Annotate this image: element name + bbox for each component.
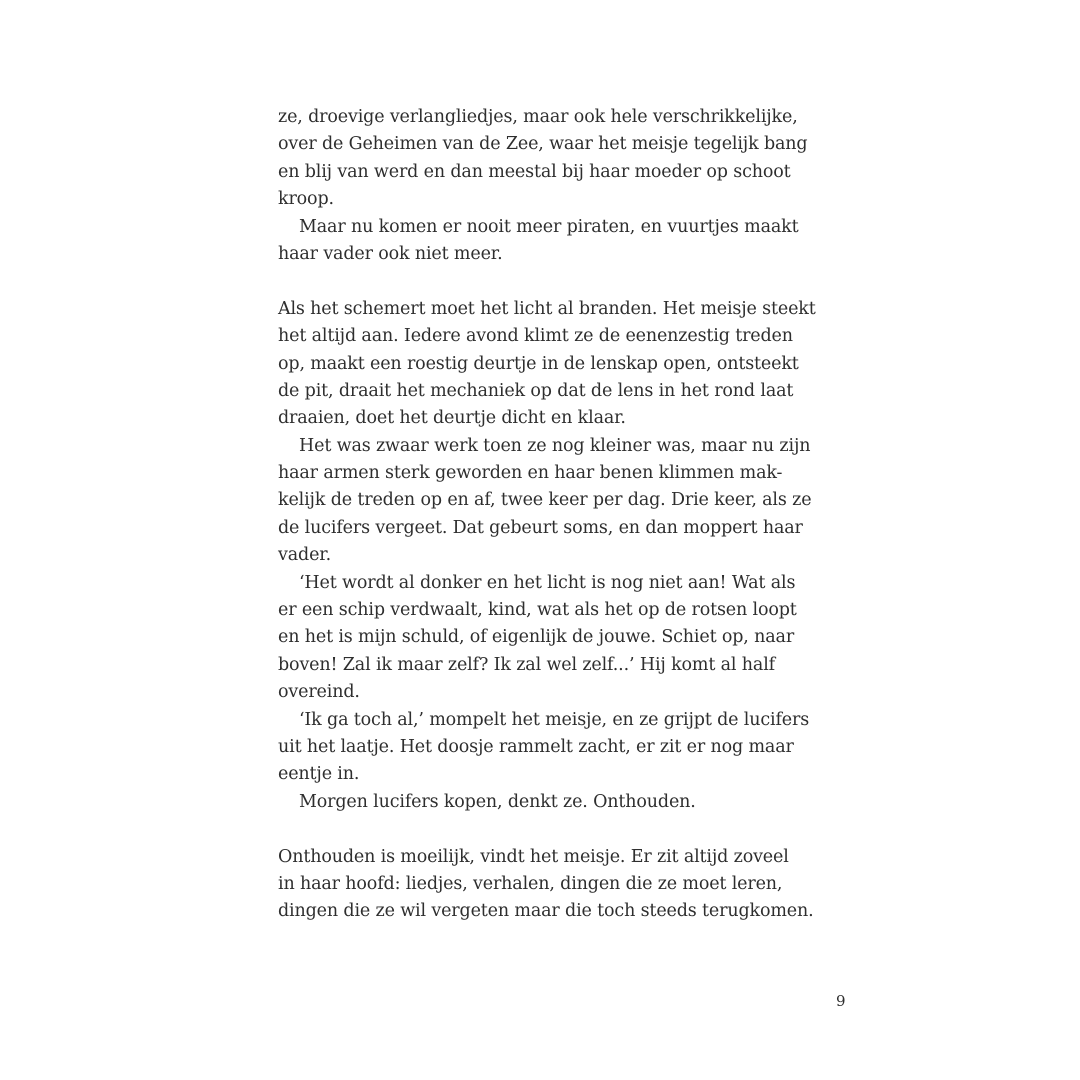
page-number: 9 xyxy=(836,992,846,1010)
text-line: en het is mijn schuld, of eigenlijk de jouwe. Schiet op, naar xyxy=(278,627,795,648)
text-line: kelijk de treden op en af, twee keer per dag. Drie keer, als ze xyxy=(278,490,812,511)
body-text xyxy=(278,104,816,926)
text-line: in haar hoofd: liedjes, verhalen, dingen die ze moet leren, xyxy=(278,873,783,894)
text-line: de lucifers vergeet. Dat gebeurt soms, en dan moppert haar xyxy=(278,517,803,538)
text-line: ‘Ik ga toch al,’ mompelt het meisje, en ze grijpt de lucifers xyxy=(299,709,810,730)
text-line: de pit, draait het mechaniek op dat de lens in het rond laat xyxy=(278,380,794,401)
text-line: boven! Zal ik maar zelf? Ik zal wel zelf...’ Hij komt al half xyxy=(278,654,775,675)
text-line: Morgen lucifers kopen, denkt ze. Onthouden. xyxy=(299,791,696,812)
text-line: ‘Het wordt al donker en het licht is nog niet aan! Wat als xyxy=(299,572,796,593)
text-line: en blij van werd en dan meestal bij haar moeder op schoot xyxy=(278,161,791,182)
text-line: over de Geheimen van de Zee, waar het meisje tegelijk bang xyxy=(278,134,808,155)
text-line: het altijd aan. Iedere avond klimt ze de eenenzestig treden xyxy=(278,326,793,347)
text-line: er een schip verdwaalt, kind, wat als het op de rotsen loopt xyxy=(278,600,797,621)
text-line: overeind. xyxy=(278,682,360,703)
text-line: op, maakt een roestig deurtje in de lenskap open, ontsteekt xyxy=(278,353,799,374)
text-line: Maar nu komen er nooit meer piraten, en vuurtjes maakt xyxy=(299,216,799,237)
text-line: uit het laatje. Het doosje rammelt zacht, er zit er nog maar xyxy=(278,736,794,757)
text-line: haar armen sterk geworden en haar benen klimmen mak- xyxy=(278,463,783,484)
text-line: vader. xyxy=(278,545,331,566)
text-line: Als het schemert moet het licht al branden. Het meisje steekt xyxy=(278,298,816,319)
section-break xyxy=(278,816,808,843)
text-line: haar vader ook niet meer. xyxy=(278,243,503,264)
section-break xyxy=(278,268,808,295)
text-line: draaien, doet het deurtje dicht en klaar. xyxy=(278,408,626,429)
text-line: kroop. xyxy=(278,189,334,210)
text-line: eentje in. xyxy=(278,764,360,785)
text-line: dingen die ze wil vergeten maar die toch steeds terugkomen. xyxy=(278,901,814,922)
text-line: Het was zwaar werk toen ze nog kleiner was, maar nu zijn xyxy=(299,435,811,456)
text-line: Onthouden is moeilijk, vindt het meisje. Er zit altijd zoveel xyxy=(278,846,789,867)
text-line: ze, droevige verlangliedjes, maar ook hele verschrikkelijke, xyxy=(278,107,798,127)
